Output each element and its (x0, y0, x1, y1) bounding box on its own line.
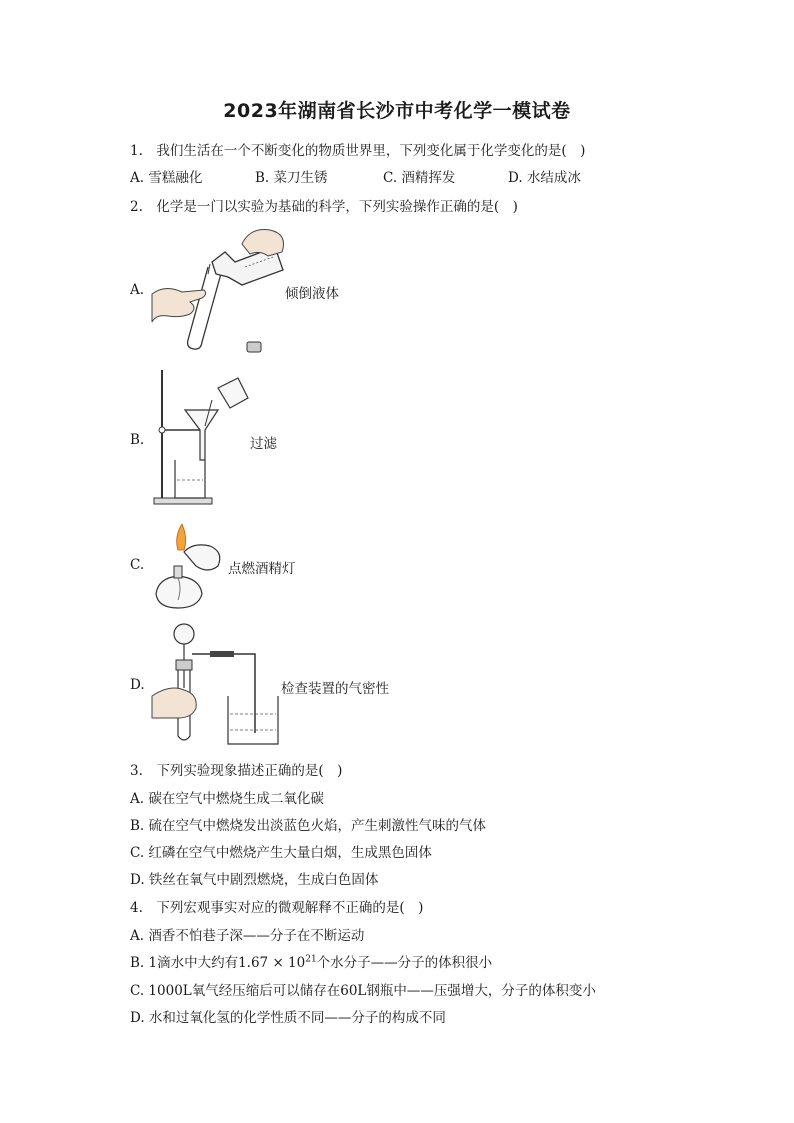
q1-option-b: B. 菜刀生锈 (255, 170, 328, 186)
question-2-stem: 2. 化学是一门以实验为基础的科学，下列实验操作正确的是( ) (130, 199, 518, 215)
q4-option-d: D. 水和过氧化氢的化学性质不同——分子的构成不同 (130, 1010, 446, 1026)
question-3-stem: 3. 下列实验现象描述正确的是( ) (130, 763, 343, 779)
q2-option-a-letter: A. (130, 282, 145, 298)
q2-option-c-caption: 点燃酒精灯 (228, 561, 296, 577)
question-4-stem: 4. 下列宏观事实对应的微观解释不正确的是( ) (130, 900, 424, 916)
q4-option-b-prefix: B. 1滴水中大约有1.67 × 10 (130, 955, 306, 971)
q3-option-c: C. 红磷在空气中燃烧产生大量白烟，生成黑色固体 (130, 845, 432, 861)
q2-option-c-letter: C. (130, 557, 145, 573)
airtightness-check-illustration (150, 618, 280, 746)
q2-option-b-letter: B. (130, 432, 145, 448)
q2-option-b-caption: 过滤 (250, 436, 277, 452)
q2-option-d-caption: 检查装置的气密性 (281, 681, 389, 697)
q2-option-d-letter: D. (130, 677, 145, 693)
alcohol-lamp-illustration (148, 522, 228, 610)
filtration-illustration (150, 368, 250, 508)
pouring-liquid-illustration (150, 222, 290, 357)
q1-option-d: D. 水结成冰 (508, 170, 581, 186)
q4-option-b-exponent: 21 (305, 954, 317, 965)
page-title: 2023年湖南省长沙市中考化学一模试卷 (223, 100, 571, 122)
q4-option-a: A. 酒香不怕巷子深——分子在不断运动 (130, 928, 365, 944)
q1-option-c: C. 酒精挥发 (383, 170, 456, 186)
q1-option-a: A. 雪糕融化 (130, 170, 203, 186)
q2-option-a-caption: 倾倒液体 (285, 286, 339, 302)
q4-option-c: C. 1000L氧气经压缩后可以储存在60L钢瓶中——压强增大，分子的体积变小 (130, 983, 596, 999)
q3-option-b: B. 硫在空气中燃烧发出淡蓝色火焰，产生刺激性气味的气体 (130, 818, 487, 834)
q3-option-d: D. 铁丝在氧气中剧烈燃烧，生成白色固体 (130, 872, 379, 888)
question-1-stem: 1. 我们生活在一个不断变化的物质世界里，下列变化属于化学变化的是( ) (130, 143, 586, 159)
q4-option-b-suffix: 个水分子——分子的体积很小 (316, 955, 493, 971)
q3-option-a: A. 碳在空气中燃烧生成二氧化碳 (130, 791, 324, 807)
q4-option-b (130, 951, 492, 971)
